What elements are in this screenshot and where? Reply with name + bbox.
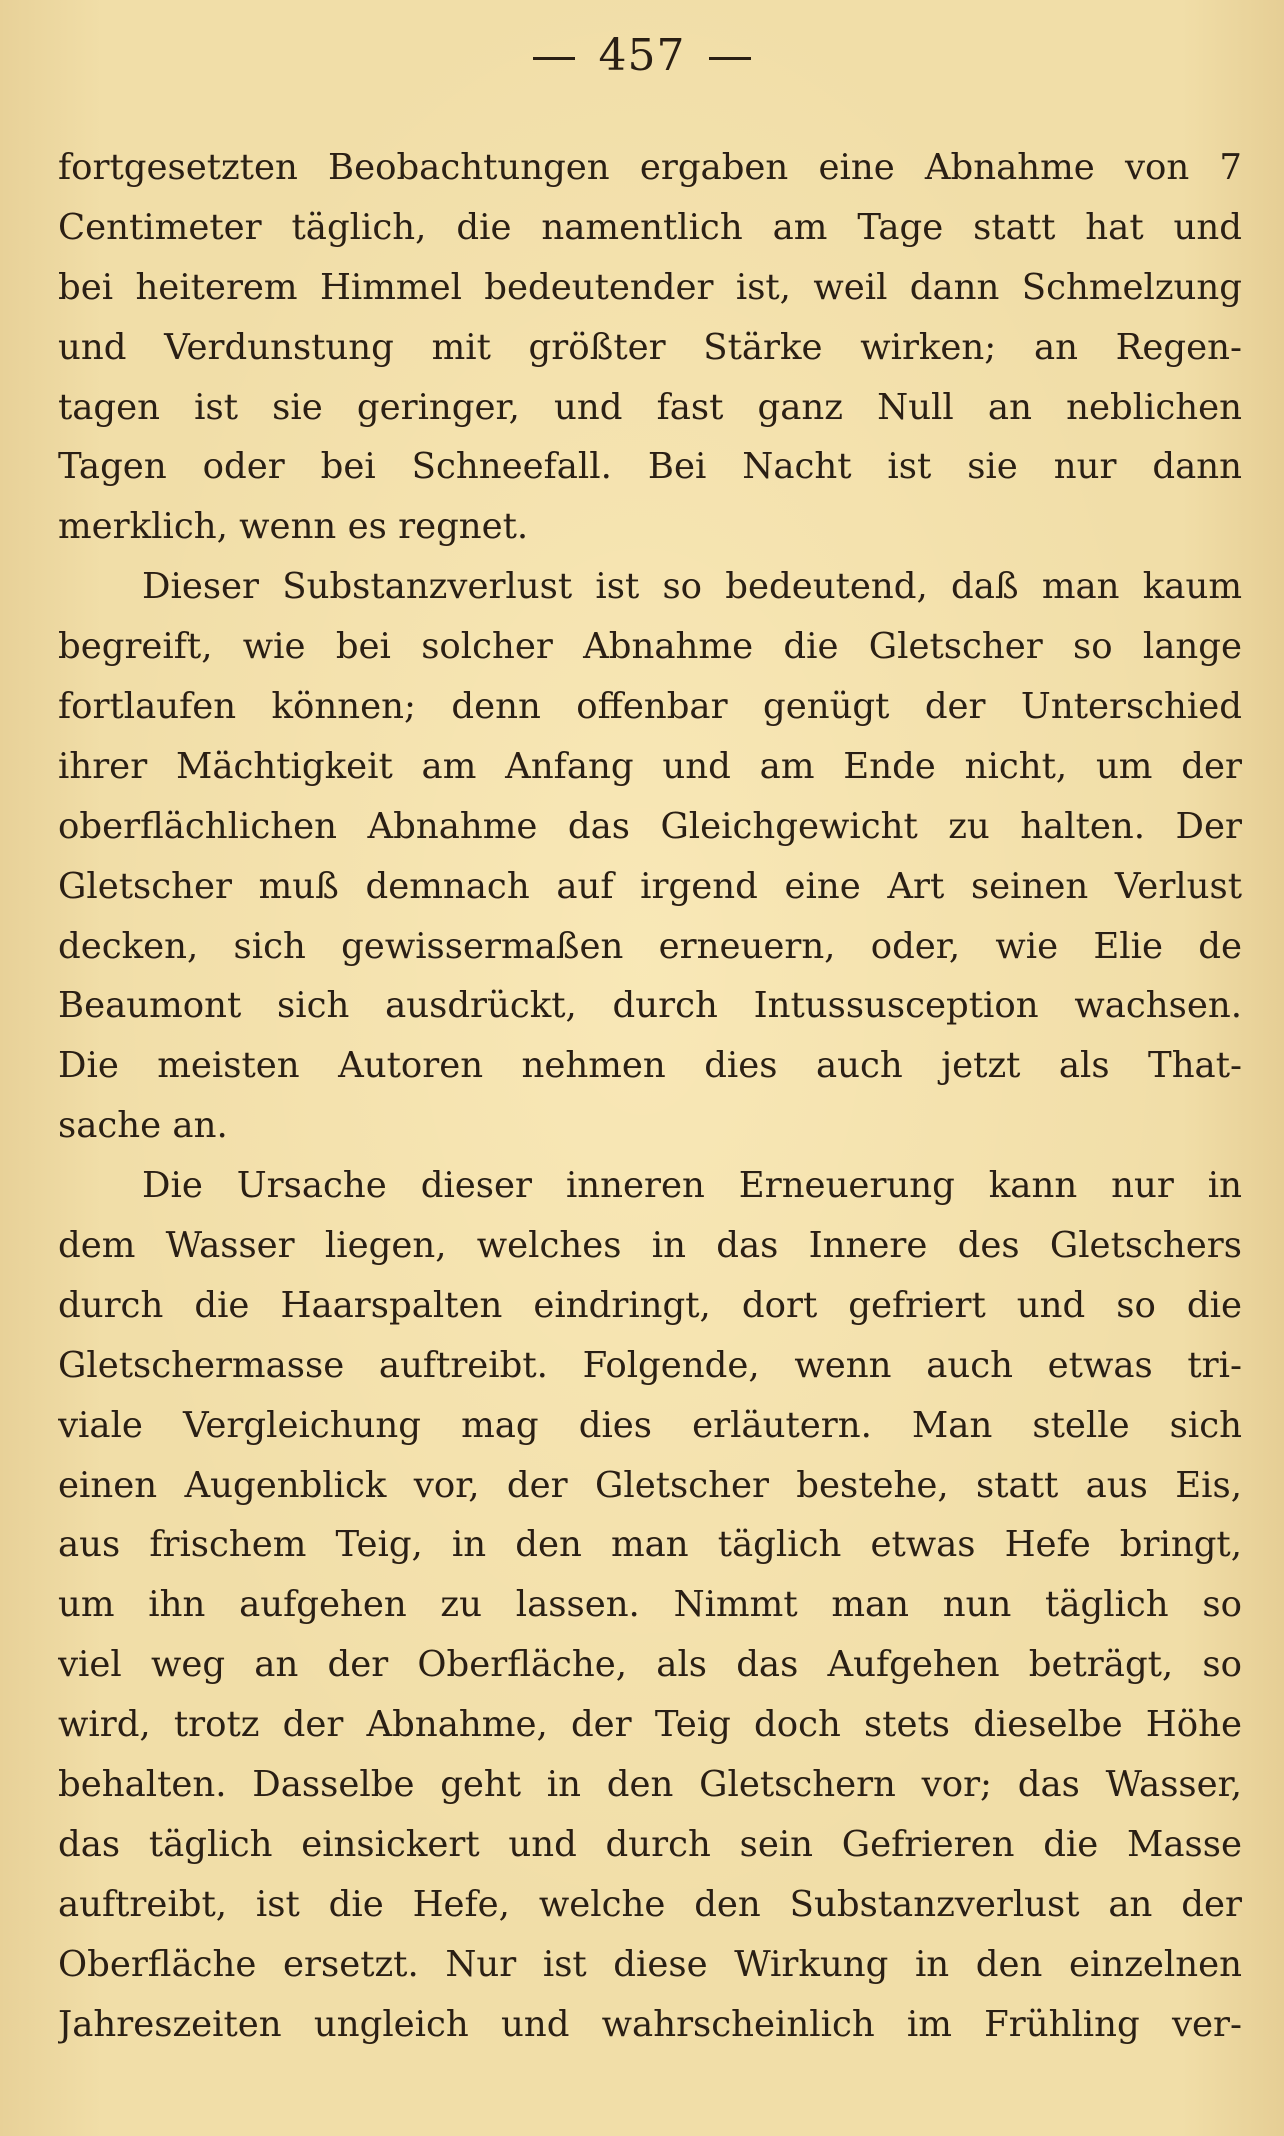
- text-line: auftreibt, ist die Hefe, welche den Substanzverlust an der: [58, 1883, 1242, 1925]
- text-line: Die Ursache dieser inneren Erneuerung kann nur in: [142, 1165, 1242, 1207]
- text-line: fortlaufen können; denn offenbar genügt der Unterschied: [58, 686, 1242, 728]
- text-line: durch die Haarspalten eindringt, dort gefriert und so die: [58, 1284, 1242, 1326]
- text-line: Gletschermasse auftreibt. Folgende, wenn auch etwas tri-: [58, 1344, 1242, 1386]
- text-line: sache an.: [58, 1105, 228, 1147]
- text-line: Centimeter täglich, die namentlich am Tage statt hat und: [58, 206, 1242, 248]
- text-line: um ihn aufgehen zu lassen. Nimmt man nun täglich so: [58, 1584, 1242, 1626]
- page-number: 457: [598, 30, 686, 81]
- text-line: Beaumont sich ausdrückt, durch Intussusception wachsen.: [58, 985, 1242, 1027]
- text-line: aus frischem Teig, in den man täglich etwas Hefe bringt,: [58, 1524, 1242, 1566]
- text-line: Gletscher muß demnach auf irgend eine Art seinen Verlust: [58, 865, 1242, 907]
- dash-right: [709, 57, 751, 60]
- text-line: behalten. Dasselbe geht in den Gletschern vor; das Wasser,: [58, 1764, 1242, 1806]
- text-line: bei heiterem Himmel bedeutender ist, weil dann Schmelzung: [58, 266, 1242, 308]
- text-line: oberflächlichen Abnahme das Gleichgewicht zu halten. Der: [58, 805, 1242, 847]
- body-text: [58, 138, 1242, 2055]
- page-header: [0, 30, 1284, 81]
- paragraph-2: [58, 557, 1242, 1156]
- text-line: begreift, wie bei solcher Abnahme die Gletscher so lange: [58, 626, 1242, 668]
- paragraph-1: [58, 138, 1242, 557]
- text-line: dem Wasser liegen, welches in das Innere des Gletschers: [58, 1225, 1242, 1267]
- text-line: das täglich einsickert und durch sein Gefrieren die Masse: [58, 1823, 1242, 1865]
- text-line: einen Augenblick vor, der Gletscher bestehe, statt aus Eis,: [58, 1464, 1242, 1506]
- text-line: wird, trotz der Abnahme, der Teig doch stets dieselbe Höhe: [58, 1704, 1242, 1746]
- text-line: viel weg an der Oberfläche, als das Aufgehen beträgt, so: [58, 1644, 1242, 1686]
- text-line: ihrer Mächtigkeit am Anfang und am Ende nicht, um der: [58, 745, 1242, 787]
- text-line: Jahreszeiten ungleich und wahrscheinlich im Frühling ver-: [58, 2003, 1242, 2045]
- text-line: und Verdunstung mit größter Stärke wirken; an Regen-: [58, 326, 1242, 368]
- paragraph-3: [58, 1156, 1242, 2054]
- text-line: Die meisten Autoren nehmen dies auch jetzt als That-: [58, 1045, 1242, 1087]
- text-line: Oberfläche ersetzt. Nur ist diese Wirkung in den einzelnen: [58, 1943, 1242, 1985]
- text-line: fortgesetzten Beobachtungen ergaben eine Abnahme von 7: [58, 147, 1242, 188]
- text-line: tagen ist sie geringer, und fast ganz Null an neblichen: [58, 386, 1242, 428]
- text-line: decken, sich gewissermaßen erneuern, oder, wie Elie de: [58, 925, 1242, 967]
- text-line: Tagen oder bei Schneefall. Bei Nacht ist sie nur dann: [58, 446, 1242, 488]
- dash-left: [533, 57, 575, 60]
- text-line: Dieser Substanzverlust ist so bedeutend, daß man kaum: [142, 566, 1242, 608]
- text-line: merklich, wenn es regnet.: [58, 506, 529, 548]
- text-line: viale Vergleichung mag dies erläutern. Man stelle sich: [58, 1404, 1242, 1446]
